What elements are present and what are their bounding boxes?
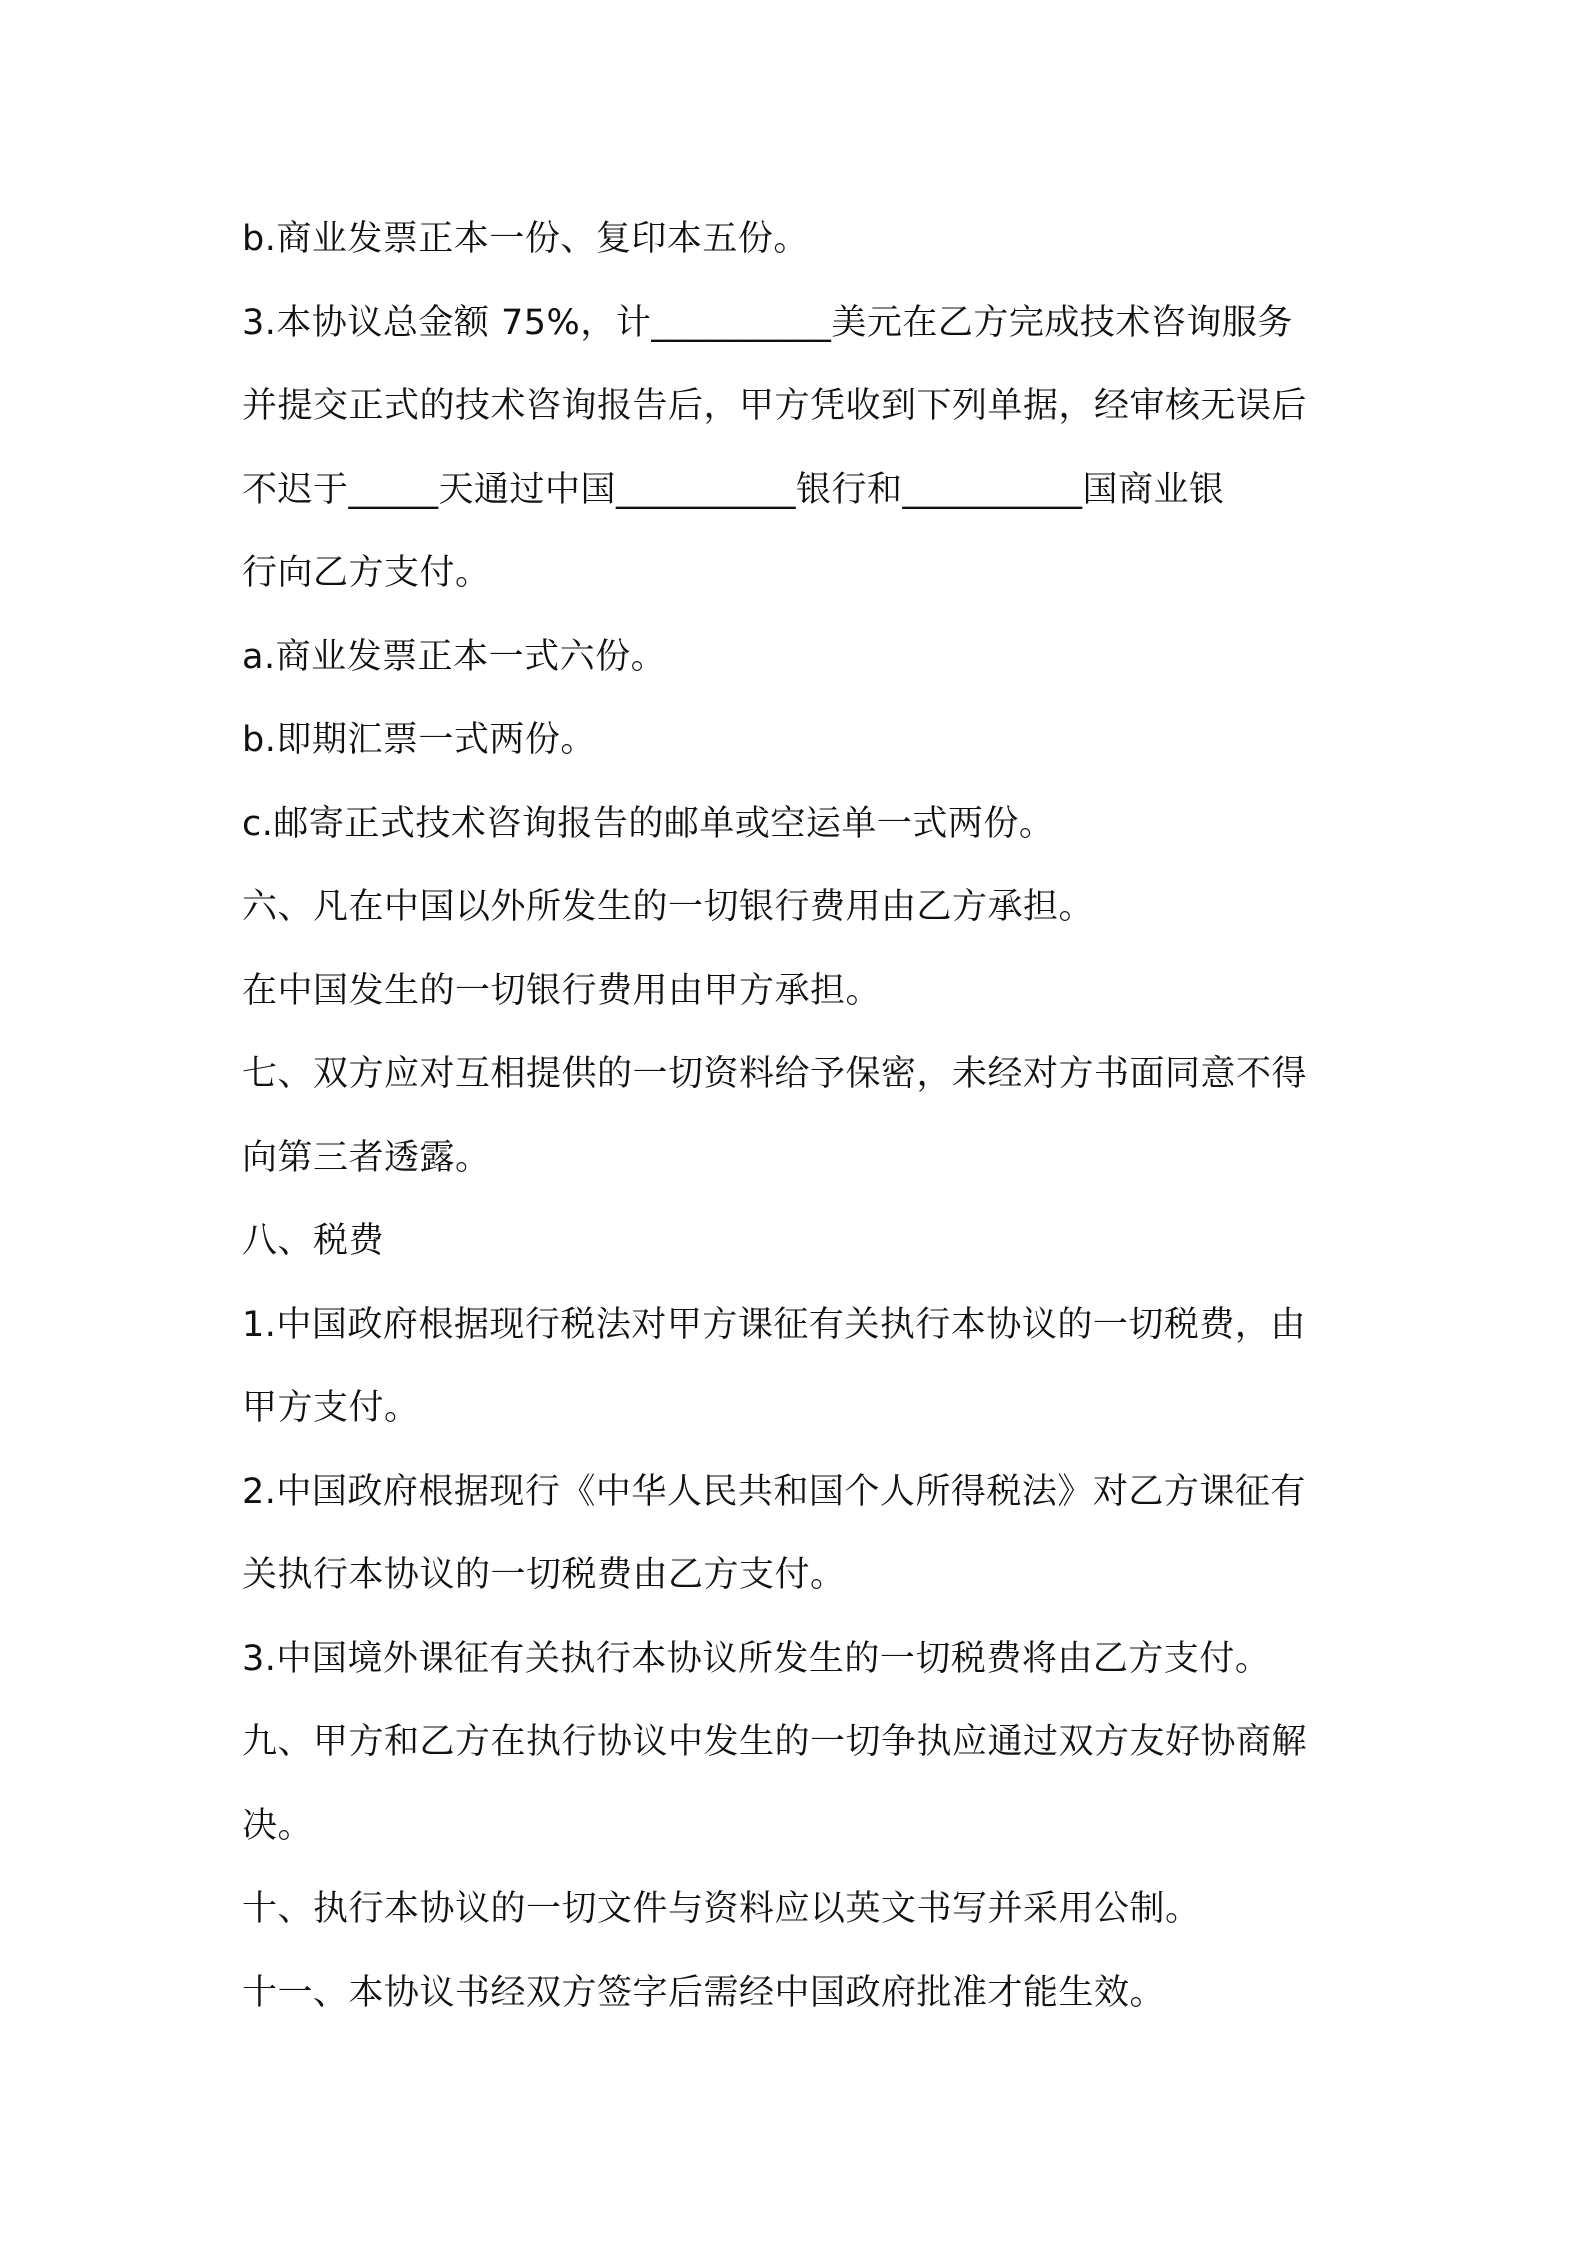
text-line: 九、甲方和乙方在执行协议中发生的一切争执应通过双方友好协商解 (242, 1722, 1308, 1762)
text-line: 决。 (242, 1805, 314, 1846)
section-heading: 八、税费 (242, 1221, 385, 1261)
text-line: b.商业发票正本一份、复印本五份。 (242, 219, 809, 259)
text-line: 3.中国境外课征有关执行本协议所发生的一切税费将由乙方支付。 (242, 1638, 1271, 1679)
text-line: 关执行本协议的一切税费由乙方支付。 (242, 1555, 846, 1595)
document-body (242, 198, 1362, 2035)
text-line: 甲方支付。 (242, 1388, 420, 1428)
text-line: b.即期汇票一式两份。 (242, 720, 596, 760)
text-line: 3.本协议总金额 75%，计__________美元在乙方完成技术咨询服务 (242, 302, 1293, 343)
text-line: 六、凡在中国以外所发生的一切银行费用由乙方承担。 (242, 887, 1095, 927)
text-line: c.邮寄正式技术咨询报告的邮单或空运单一式两份。 (242, 803, 1055, 844)
text-line: 1.中国政府根据现行税法对甲方课征有关执行本协议的一切税费，由 (242, 1304, 1306, 1345)
text-line: 不迟于_____天通过中国__________银行和__________国商业银 (242, 469, 1225, 510)
text-line: 十、执行本协议的一切文件与资料应以英文书写并采用公制。 (242, 1889, 1201, 1929)
text-line: 向第三者透露。 (242, 1137, 491, 1178)
text-line: 十一、本协议书经双方签字后需经中国政府批准才能生效。 (242, 1972, 1166, 2013)
text-line: 七、双方应对互相提供的一切资料给予保密，未经对方书面同意不得 (242, 1054, 1308, 1094)
text-line: 行向乙方支付。 (242, 553, 491, 593)
text-line: 2.中国政府根据现行《中华人民共和国个人所得税法》对乙方课征有 (242, 1471, 1306, 1512)
text-line: a.商业发票正本一式六份。 (242, 636, 667, 677)
text-line: 并提交正式的技术咨询报告后，甲方凭收到下列单据，经审核无误后 (242, 386, 1308, 426)
text-line: 在中国发生的一切银行费用由甲方承担。 (242, 970, 882, 1011)
